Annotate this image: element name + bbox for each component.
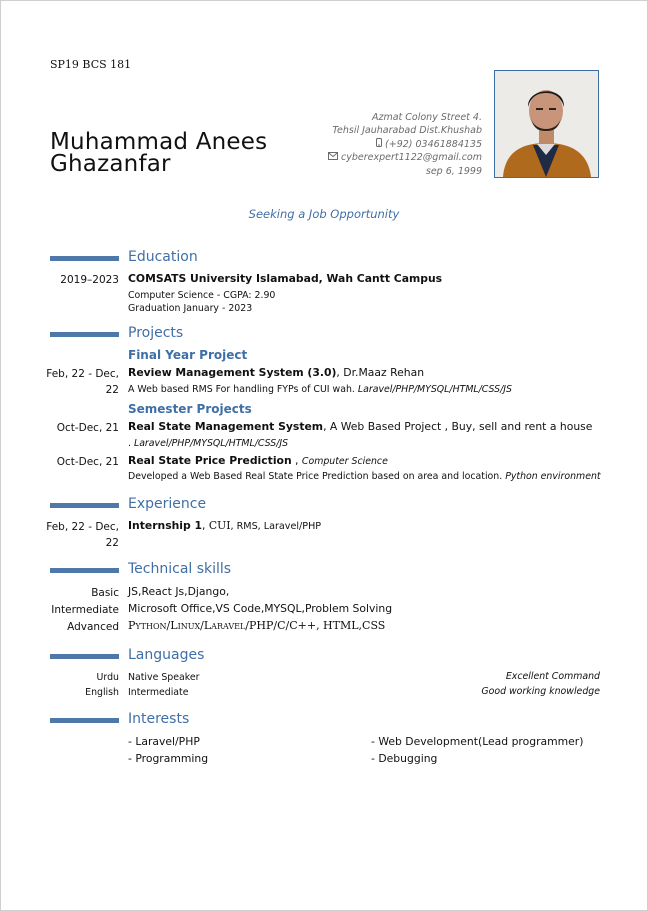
language-urdu-level: Native Speaker: [128, 672, 200, 683]
interests-section-bar: [50, 718, 119, 723]
phone-row: [328, 138, 482, 151]
registration-number: SP19 BCS 181: [50, 58, 132, 71]
candidate-name: [50, 131, 267, 175]
final-project-title: Review Management System (3.0), Dr.Maaz Rehan: [128, 366, 425, 379]
skills-basic: JS,React Js,Django,: [128, 585, 230, 598]
final-year-project-heading: Final Year Project: [128, 348, 248, 362]
name-first-line: Muhammad Anees: [50, 129, 268, 155]
languages-section-bar: [50, 654, 119, 659]
experience-section-bar: [50, 503, 119, 508]
interest-item: - Laravel/PHP: [128, 735, 200, 748]
skill-level-intermediate: Intermediate: [51, 604, 119, 616]
email-address[interactable]: cyberexpert1122@gmail.com: [341, 152, 482, 164]
education-heading: Education: [128, 249, 198, 265]
languages-heading: Languages: [128, 647, 205, 663]
semester-projects-heading: Semester Projects: [128, 402, 252, 416]
career-objective: Seeking a Job Opportunity: [248, 207, 400, 221]
profile-photo: [494, 70, 599, 178]
education-section-bar: [50, 256, 119, 261]
education-institution: COMSATS University Islamabad, Wah Cantt Campus: [128, 272, 443, 285]
experience-heading: Experience: [128, 496, 207, 512]
skills-heading: Technical skills: [128, 561, 232, 577]
contact-block: [328, 111, 482, 178]
interests-heading: Interests: [128, 711, 190, 727]
interest-item: - Debugging: [371, 752, 438, 765]
interest-item: - Programming: [128, 752, 209, 765]
address-line-1: Azmat Colony Street 4.: [371, 112, 482, 123]
language-english: English: [85, 687, 119, 698]
skills-advanced: Python/Linux/Laravel/PHP/C/C++, HTML,CSS: [128, 619, 386, 632]
final-project-date: Feb, 22 - Dec, 22: [46, 368, 119, 396]
interest-item: - Web Development(Lead programmer): [371, 735, 584, 748]
final-project-description: A Web based RMS For handling FYPs of CUI wah. Laravel/PHP/MYSQL/HTML/CSS/JS: [128, 384, 512, 395]
skills-section-bar: [50, 568, 119, 573]
education-degree: Computer Science - CGPA: 2.90: [128, 290, 276, 301]
semester-project-1-title: Real State Management System, A Web Based Project , Buy, sell and rent a house: [128, 420, 593, 433]
language-urdu-comment: Excellent Command: [505, 671, 600, 682]
internship-entry: Internship 1, CUI, RMS, Laravel/PHP: [128, 519, 322, 532]
skills-intermediate: Microsoft Office,VS Code,MYSQL,Problem Solving: [128, 602, 393, 615]
projects-heading: Projects: [128, 325, 184, 341]
semester-project-2-title: Real State Price Prediction , Computer Science: [128, 454, 388, 467]
skill-level-advanced: Advanced: [67, 621, 119, 633]
mobile-phone-icon: [376, 138, 382, 151]
semester-project-2-description: Developed a Web Based Real State Price Prediction based on area and location. Python environment: [128, 471, 601, 482]
language-english-comment: Good working knowledge: [481, 686, 600, 697]
projects-section-bar: [50, 332, 119, 337]
education-graduation: Graduation January - 2023: [128, 303, 253, 314]
envelope-icon: [328, 151, 338, 164]
semester-project-2-date: Oct-Dec, 21: [56, 456, 119, 468]
education-date: 2019–2023: [60, 274, 119, 286]
language-english-level: Intermediate: [128, 687, 189, 698]
semester-project-1-date: Oct-Dec, 21: [56, 422, 119, 434]
semester-project-1-tech: . Laravel/PHP/MYSQL/HTML/CSS/JS: [128, 438, 289, 449]
experience-date: Feb, 22 - Dec, 22: [46, 521, 119, 549]
date-of-birth: sep 6, 1999: [425, 165, 482, 177]
email-row: [328, 151, 482, 164]
phone-number[interactable]: (+92) 03461884135: [385, 138, 482, 150]
address-line-2: Tehsil Jauharabad Dist.Khushab: [332, 125, 482, 137]
skill-level-basic: Basic: [91, 587, 119, 599]
language-urdu: Urdu: [96, 672, 119, 683]
name-second-line: Ghazanfar: [50, 151, 171, 177]
